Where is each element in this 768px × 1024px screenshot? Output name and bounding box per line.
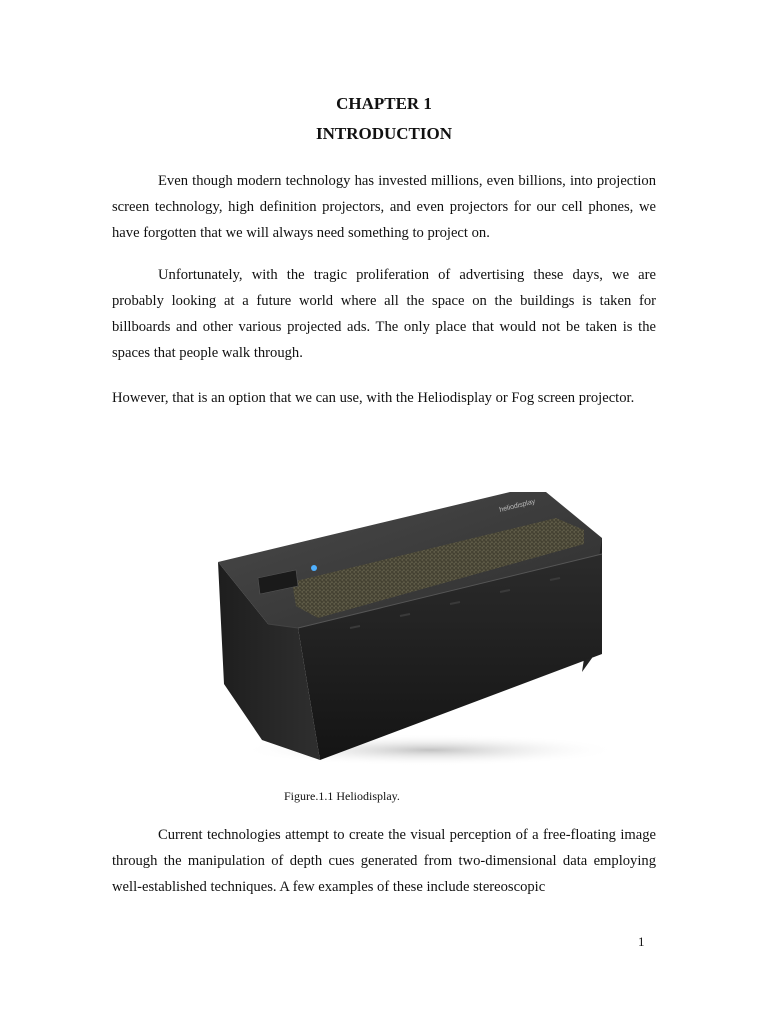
paragraph-1: Even though modern technology has invested millions, even billions, into projection screen technology, high definition projectors, and even projectors for our cell phones, we have forgotten that we will always need something to project on. [112, 173, 656, 241]
paragraph-3: However, that is an option that we can use, with the Heliodisplay or Fog screen projector. [112, 390, 635, 406]
chapter-heading: CHAPTER 1 [336, 94, 432, 113]
page-number: 1 [638, 934, 645, 949]
section-title: INTRODUCTION [315, 124, 453, 143]
power-led-icon [311, 565, 317, 571]
paragraph-4: Current technologies attempt to create the visual perception of a free-floating image through the manipulation of depth cues generated from two-dimensional data employing well-established techniques. A few examples of these include stereoscopic [112, 827, 656, 895]
heliodisplay-figure [210, 478, 612, 768]
paragraph-2: Unfortunately, with the tragic proliferation of advertising these days, we are probably looking at a future world where all the space on the buildings is taken for billboards and other various projected ads. The only place that would not be taken is the spaces that people walk through. [112, 267, 656, 361]
device-brand-label: heliodisplay [498, 498, 536, 514]
heliodisplay-device-image [210, 478, 612, 768]
figure-caption: Figure.1.1 Heliodisplay. [284, 789, 400, 803]
